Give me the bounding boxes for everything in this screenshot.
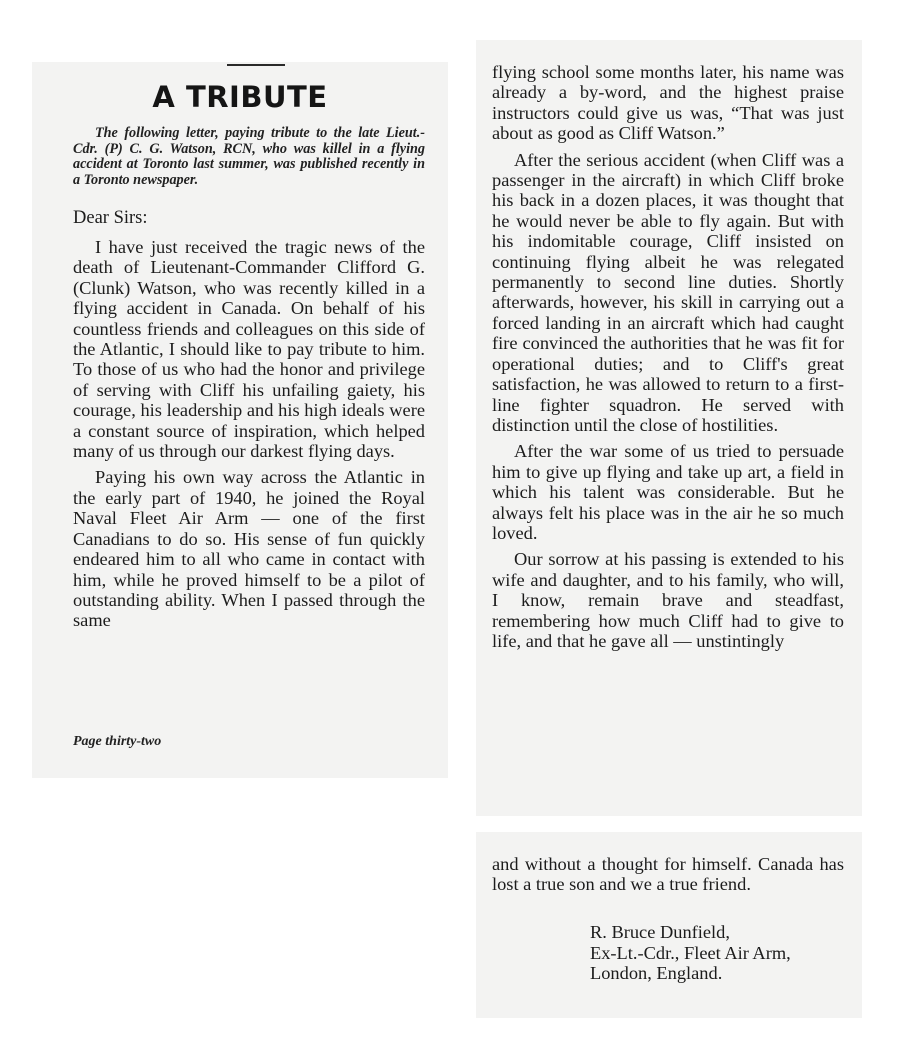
paragraph: I have just received the tragic news of the death of Lieutenant-Commander Clifford G. (Clunk) Watson, who was recently killed in a flying accident in Canada. On behalf of his countless friends and colleagues on this side of the Atlantic, I should like to pay tribute to him. To those of us who had the honor and privilege of serving with Cliff his unfailing gaiety, his courage, his leadership and his high ideals were a constant source of inspiration, which helped many of us through our darkest flying days. — [73, 237, 425, 462]
article-title: A TRIBUTE — [152, 80, 328, 114]
page-number: Page thirty-two — [73, 734, 162, 749]
paragraph: Paying his own way across the Atlantic in the early part of 1940, he joined the Royal Naval Fleet Air Arm — one of the first Canadians to do so. His sense of fun quickly endeared him to all who came in contact with him, while he proved himself to be a pilot of outstanding ability. When I passed through the same — [73, 467, 425, 631]
right-column — [476, 40, 862, 816]
right-body — [492, 62, 844, 657]
paragraph: After the serious accident (when Cliff was a passenger in the aircraft) in which Cliff broke his back in a dozen places, it was thought that he would never be able to fly again. But with his indomitable courage, Cliff insisted on continuing flying albeit he was relegated permanently to second line duties. Shortly afterwards, however, his skill in carrying out a forced landing in an aircraft which had caught fire convinced the authorities that he was fit for operational duties; and to Cliff's great satisfaction, he was allowed to return to a first-line fighter squadron. He served with distinction until the close of hostilities. — [492, 149, 844, 435]
salutation: Dear Sirs: — [73, 208, 148, 228]
paragraph: Our sorrow at his passing is extended to his wife and daughter, and to his family, who will, I know, remain brave and steadfast, remembering how much Cliff had to give to life, and that he gave all — unstintingly — [492, 549, 844, 651]
signature-location: London, England. — [590, 963, 723, 983]
closing-block — [476, 832, 862, 1018]
title-rule — [227, 64, 285, 66]
signature — [590, 922, 791, 984]
signature-rank: Ex-Lt.-Cdr., Fleet Air Arm, — [590, 942, 791, 963]
paragraph-continuation: flying school some months later, his name was already a by-word, and the highest praise instructors could give us was, “That was just about as good as Cliff Watson.” — [492, 62, 844, 144]
closing-text: and without a thought for himself. Canada has lost a true son and we a true friend. — [492, 854, 844, 895]
paragraph: After the war some of us tried to persuade him to give up flying and take up art, a field in which his talent was considerable. But he always felt his place was in the air he so much loved. — [492, 441, 844, 543]
left-column — [32, 62, 448, 778]
closing-body — [492, 854, 844, 901]
intro-text: The following letter, paying tribute to the late Lieut.-Cdr. (P) C. G. Watson, RCN, who was killel in a flying accident at Toronto last summer, was published recently in a Toronto newspaper. — [73, 125, 425, 188]
article-intro — [73, 126, 425, 188]
left-body — [73, 237, 425, 637]
signature-name: R. Bruce Dunfield, — [590, 922, 730, 942]
